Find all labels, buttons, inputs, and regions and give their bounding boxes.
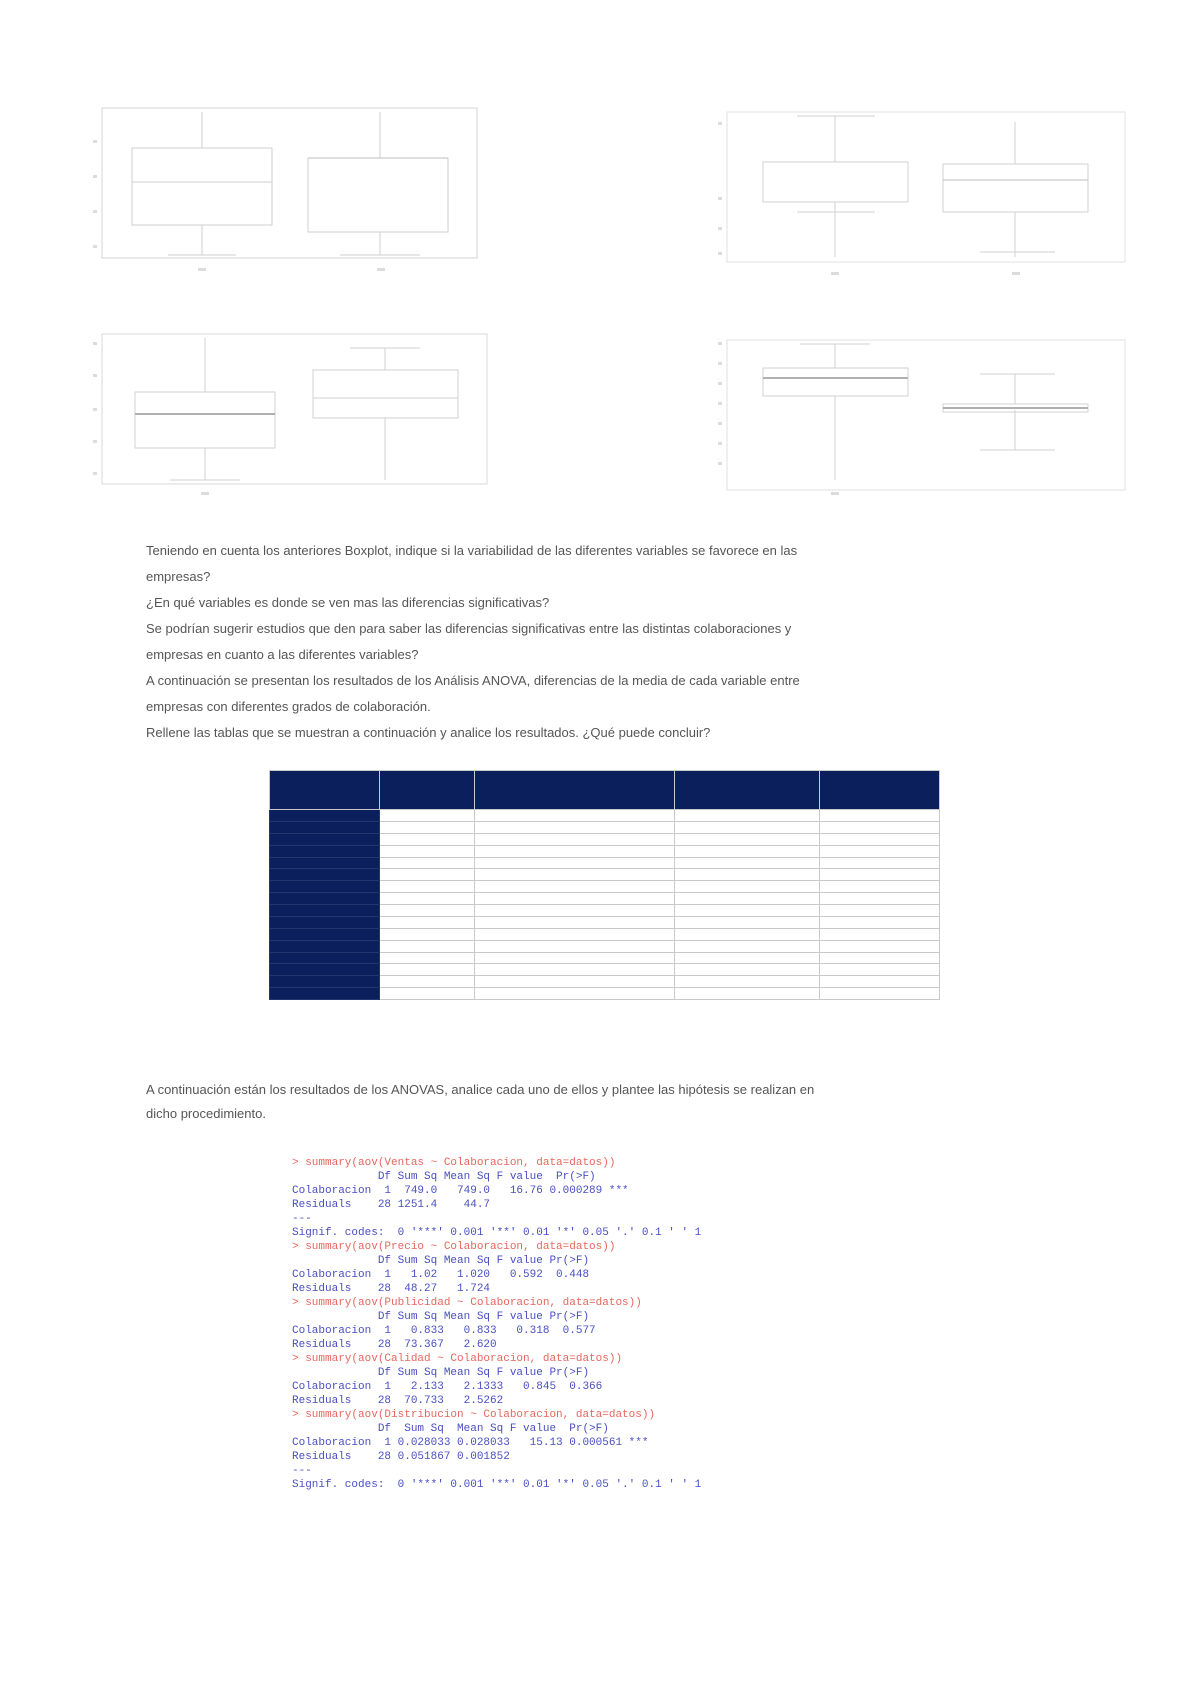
paragraph-line: Teniendo en cuenta los anteriores Boxplot, indique si la variabilidad de las diferentes variables se favorece en las	[146, 543, 798, 558]
console-output-line: Colaboracion 1 0.028033 0.028033 15.13 0.000561 ***	[292, 1437, 649, 1449]
paragraph-line: empresas?	[146, 569, 211, 584]
paragraph-line: ¿En qué variables es donde se ven mas las diferencias significativas?	[146, 595, 550, 610]
table-row	[270, 810, 940, 822]
table-cell	[270, 952, 380, 964]
boxplot-figure	[715, 318, 1130, 518]
table-cell	[675, 952, 820, 964]
boxplot-figure	[90, 318, 500, 518]
question-paragraph	[146, 538, 1136, 746]
table-cell	[675, 976, 820, 988]
table-cell	[380, 893, 475, 905]
table-cell	[675, 881, 820, 893]
console-output-line: Residuals 28 70.733 2.5262	[292, 1395, 504, 1407]
table-header-cell	[820, 771, 940, 810]
boxplot-bottom-left	[90, 318, 500, 518]
console-output-line: ---	[292, 1213, 312, 1225]
console-output-line: Colaboracion 1 2.133 2.1333 0.845 0.366	[292, 1381, 603, 1393]
table-cell	[270, 916, 380, 928]
table-cell	[380, 810, 475, 822]
paragraph-line: Rellene las tablas que se muestran a continuación y analice los resultados. ¿Qué puede concluir?	[146, 725, 711, 740]
table-cell	[820, 869, 940, 881]
table-cell	[380, 857, 475, 869]
console-output-line: Residuals 28 0.051867 0.001852	[292, 1451, 510, 1463]
paragraph-line: dicho procedimiento.	[146, 1106, 266, 1121]
table-cell	[475, 845, 675, 857]
table-row	[270, 857, 940, 869]
r-console-output	[292, 1156, 952, 1492]
table-cell	[270, 881, 380, 893]
table-cell	[270, 940, 380, 952]
paragraph-line: A continuación están los resultados de los ANOVAS, analice cada uno de ellos y plantee las hipótesis se realizan en	[146, 1082, 815, 1097]
table-cell	[820, 810, 940, 822]
console-output-line: Colaboracion 1 749.0 749.0 16.76 0.000289 ***	[292, 1185, 629, 1197]
console-output-line: Colaboracion 1 0.833 0.833 0.318 0.577	[292, 1325, 596, 1337]
console-command-line: > summary(aov(Ventas ~ Colaboracion, data=datos))	[292, 1157, 616, 1169]
console-output-line: Colaboracion 1 1.02 1.020 0.592 0.448	[292, 1269, 590, 1281]
table-cell	[820, 833, 940, 845]
results-table	[269, 770, 940, 1000]
table-cell	[475, 857, 675, 869]
console-output-line: Df Sum Sq Mean Sq F value Pr(>F)	[292, 1171, 596, 1183]
table-cell	[675, 845, 820, 857]
table-cell	[675, 916, 820, 928]
table-row	[270, 952, 940, 964]
table-row	[270, 928, 940, 940]
table-cell	[675, 928, 820, 940]
console-output-line: Signif. codes: 0 '***' 0.001 '**' 0.01 '*' 0.05 '.' 0.1 ' ' 1	[292, 1227, 702, 1239]
boxplot-figure	[715, 92, 1130, 302]
table-cell	[475, 964, 675, 976]
console-output-line: Residuals 28 1251.4 44.7	[292, 1199, 491, 1211]
table-cell	[380, 940, 475, 952]
table-header-cell	[475, 771, 675, 810]
table-cell	[820, 893, 940, 905]
table-cell	[820, 964, 940, 976]
table-cell	[820, 905, 940, 917]
console-command-line: > summary(aov(Publicidad ~ Colaboracion, data=datos))	[292, 1297, 642, 1309]
table-cell	[820, 976, 940, 988]
table-header-cell	[270, 771, 380, 810]
table-cell	[380, 952, 475, 964]
console-output-line: ---	[292, 1465, 312, 1477]
console-output-line: Df Sum Sq Mean Sq F value Pr(>F)	[292, 1311, 590, 1323]
table-cell	[675, 940, 820, 952]
table-header-cell	[380, 771, 475, 810]
table-cell	[820, 952, 940, 964]
table-cell	[380, 928, 475, 940]
boxplot-bottom-right	[715, 318, 1130, 518]
table-cell	[270, 893, 380, 905]
table-row	[270, 905, 940, 917]
table-row	[270, 964, 940, 976]
table-cell	[475, 905, 675, 917]
table-row	[270, 821, 940, 833]
table-cell	[475, 893, 675, 905]
boxplot-top-right	[715, 92, 1130, 302]
table-cell	[675, 833, 820, 845]
console-output-line: Df Sum Sq Mean Sq F value Pr(>F)	[292, 1255, 590, 1267]
table-cell	[380, 833, 475, 845]
table-cell	[380, 869, 475, 881]
table-cell	[675, 988, 820, 1000]
table-cell	[380, 821, 475, 833]
table-row	[270, 940, 940, 952]
console-output-line: Residuals 28 48.27 1.724	[292, 1283, 491, 1295]
table-cell	[820, 881, 940, 893]
console-output-line: Df Sum Sq Mean Sq F value Pr(>F)	[292, 1367, 590, 1379]
table-cell	[270, 928, 380, 940]
table-cell	[380, 964, 475, 976]
table-cell	[380, 988, 475, 1000]
table-cell	[475, 988, 675, 1000]
table-cell	[675, 905, 820, 917]
table-cell	[380, 905, 475, 917]
table-cell	[675, 964, 820, 976]
table-cell	[820, 940, 940, 952]
table-row	[270, 845, 940, 857]
table-cell	[475, 976, 675, 988]
boxplot-figure	[90, 90, 490, 300]
table-cell	[380, 976, 475, 988]
console-command-line: > summary(aov(Precio ~ Colaboracion, data=datos))	[292, 1241, 616, 1253]
table-cell	[675, 869, 820, 881]
table-cell	[270, 988, 380, 1000]
paragraph-line: Se podrían sugerir estudios que den para saber las diferencias significativas entre las distintas colaboraciones y	[146, 621, 792, 636]
table-cell	[380, 881, 475, 893]
table-row	[270, 988, 940, 1000]
table-cell	[675, 810, 820, 822]
table-cell	[820, 845, 940, 857]
table-cell	[270, 821, 380, 833]
table-cell	[270, 810, 380, 822]
table-cell	[270, 857, 380, 869]
table-row	[270, 893, 940, 905]
boxplot-top-left	[90, 90, 490, 300]
table-cell	[475, 810, 675, 822]
table-cell	[475, 833, 675, 845]
table-cell	[380, 916, 475, 928]
table-cell	[270, 869, 380, 881]
table-row	[270, 881, 940, 893]
table-cell	[475, 869, 675, 881]
table-cell	[380, 845, 475, 857]
anova-paragraph	[146, 1078, 1136, 1126]
table-cell	[820, 916, 940, 928]
paragraph-line: empresas en cuanto a las diferentes variables?	[146, 647, 419, 662]
paragraph-line: empresas con diferentes grados de colaboración.	[146, 699, 431, 714]
table-cell	[270, 964, 380, 976]
table-cell	[820, 821, 940, 833]
console-output-line: Signif. codes: 0 '***' 0.001 '**' 0.01 '*' 0.05 '.' 0.1 ' ' 1	[292, 1479, 702, 1491]
table-cell	[820, 928, 940, 940]
table-cell	[475, 940, 675, 952]
table-body	[270, 810, 940, 1000]
table-cell	[820, 857, 940, 869]
table-cell	[475, 821, 675, 833]
table-row	[270, 869, 940, 881]
table-cell	[475, 916, 675, 928]
table-cell	[270, 845, 380, 857]
table-row	[270, 833, 940, 845]
table-header-row	[270, 771, 940, 810]
table-row	[270, 916, 940, 928]
paragraph-line: A continuación se presentan los resultados de los Análisis ANOVA, diferencias de la media de cada variable entre	[146, 673, 800, 688]
table-cell	[675, 893, 820, 905]
table-header-cell	[675, 771, 820, 810]
table-cell	[675, 821, 820, 833]
table-cell	[475, 952, 675, 964]
table-cell	[675, 857, 820, 869]
console-output-line: Residuals 28 73.367 2.620	[292, 1339, 497, 1351]
table-cell	[270, 976, 380, 988]
table-cell	[820, 988, 940, 1000]
console-output-line: Df Sum Sq Mean Sq F value Pr(>F)	[292, 1423, 609, 1435]
table-cell	[270, 833, 380, 845]
table-cell	[475, 928, 675, 940]
table-cell	[475, 881, 675, 893]
console-command-line: > summary(aov(Distribucion ~ Colaboracion, data=datos))	[292, 1409, 656, 1421]
table-row	[270, 976, 940, 988]
console-command-line: > summary(aov(Calidad ~ Colaboracion, data=datos))	[292, 1353, 623, 1365]
table-cell	[270, 905, 380, 917]
